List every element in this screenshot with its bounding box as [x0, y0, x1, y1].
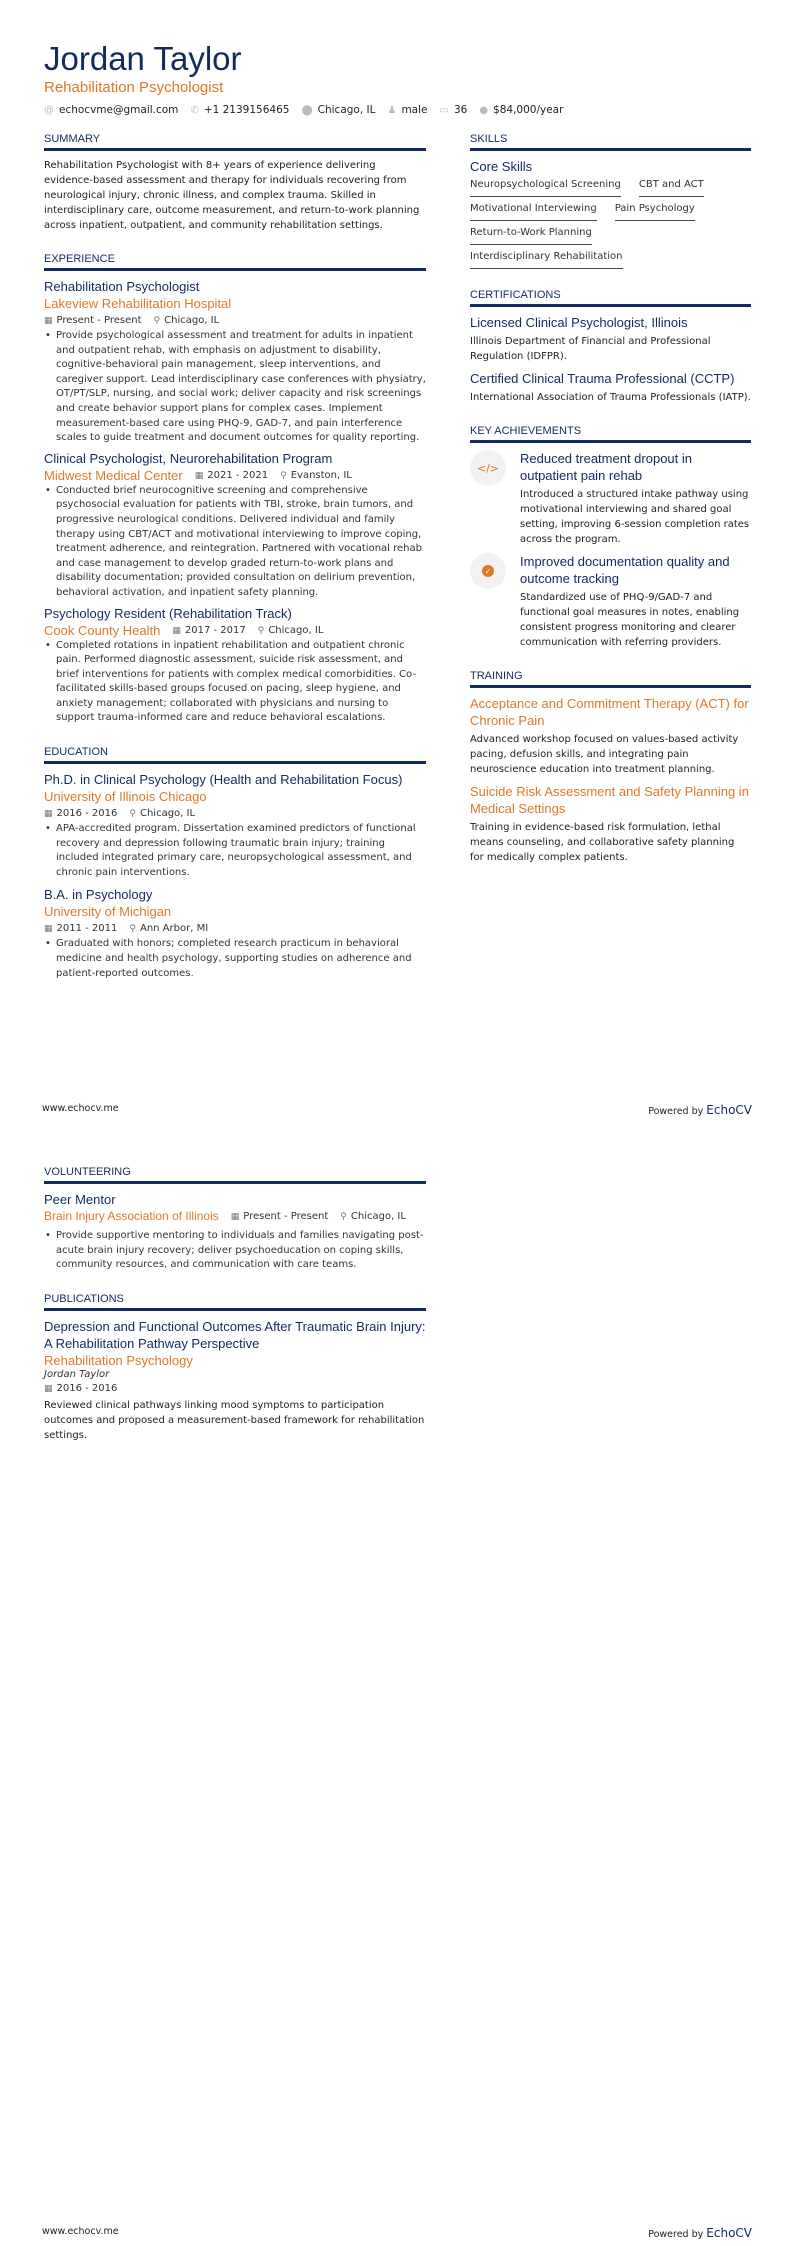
location [154, 315, 220, 326]
education-section [44, 746, 426, 981]
bullet: • Provide supportive mentoring to individuals and families navigating post-acute brain injury recovery; deliver psychoeducation on coping skills, community resources, and communication with care teams. [44, 1229, 426, 1273]
achievement-title: Reduced treatment dropout in outpatient pain rehab [520, 451, 692, 483]
training-section [470, 670, 751, 865]
check-circle-icon: ✓ [470, 553, 506, 589]
skills-section [470, 133, 751, 269]
dates-text: 2016 - 2016 [56, 808, 118, 820]
publication-title: Depression and Functional Outcomes After Traumatic Brain Injury: A Rehabilitation Pathway Perspective [44, 1318, 426, 1351]
company: Midwest Medical Center [44, 467, 183, 483]
dates-text: Present - Present [243, 1211, 329, 1222]
left-column [44, 1166, 426, 1463]
location-icon: ⚲ [340, 1212, 347, 1222]
contact-email [44, 104, 178, 116]
location-text: Chicago, IL [268, 624, 324, 636]
section-heading: PUBLICATIONS [44, 1293, 426, 1311]
location [129, 808, 195, 819]
degree: B.A. in Psychology [44, 887, 153, 903]
training-title: Suicide Risk Assessment and Safety Planning in Medical Settings [470, 784, 749, 816]
contact-age [439, 104, 467, 116]
organization: Brain Injury Association of Illinois [44, 1209, 219, 1223]
dates [172, 625, 245, 636]
section-heading: SKILLS [470, 133, 751, 151]
skill-tag: CBT and ACT [639, 179, 704, 197]
location [340, 1211, 406, 1222]
left-column [44, 133, 426, 1001]
location [258, 625, 324, 636]
location-icon: ⚲ [153, 316, 161, 326]
location [280, 470, 352, 481]
contact-phone [190, 104, 289, 116]
dates-text: Present - Present [56, 315, 142, 326]
experience-item [44, 278, 426, 446]
calendar-icon: ▦ [44, 316, 53, 326]
page-footer [42, 2226, 752, 2240]
experience-item [44, 450, 426, 601]
dates-text: 2011 - 2011 [56, 923, 118, 935]
achievement-item [470, 450, 751, 547]
money-icon: ● [479, 105, 489, 116]
achievement-text: Standardized use of PHQ-9/GAD-7 and functional goal measures in notes, enabling consistent progress monitoring and clearer communication with referring providers. [520, 592, 740, 648]
volunteering-section [44, 1166, 426, 1273]
section-heading: TRAINING [470, 670, 751, 688]
calendar-icon: ▦ [172, 625, 181, 636]
bullet: • APA-accredited program. Dissertation examined predictors of functional recovery and depression following traumatic brain injury; training included integrated primary care, neuropsychological assessment, and chronic pain interventions. [44, 822, 426, 880]
achievement-title: Improved documentation quality and outcome tracking [520, 554, 730, 586]
dates [44, 315, 142, 326]
achievement-item [470, 553, 751, 650]
calendar-icon: ▦ [230, 1212, 240, 1222]
contact-bar [44, 104, 563, 116]
footer-site-link[interactable]: www.echocv.me [42, 1103, 119, 1114]
calendar-icon: ▦ [194, 470, 204, 481]
training-title: Acceptance and Commitment Therapy (ACT) for Chronic Pain [470, 696, 749, 728]
skill-group-title: Core Skills [470, 159, 533, 174]
publication-text: Reviewed clinical pathways linking mood symptoms to participation outcomes and proposed a measurement-based framework for rehabilitation settings. [44, 1399, 425, 1441]
dates [44, 923, 117, 934]
bullet: • Provide psychological assessment and treatment for adults in inpatient and outpatient rehab, with emphasis on adjustment to disability, cognitive-behavioral pain management, sleep interventions, and caregiver support. Lead interdisciplinary case conferences with physiatry, OT/PT/SLP, nursing, and social work; deliver capacity and risk screenings and create behavior support plans for complex cases. Implement measurement-based care using PHQ-9, GAD-7, and pain interference scales to guide treatment and document outcomes for quality reporting. [44, 329, 426, 446]
right-column [470, 133, 751, 885]
location-icon: ⚲ [129, 924, 136, 935]
footer-site-link[interactable]: www.echocv.me [42, 2226, 119, 2237]
section-heading: KEY ACHIEVEMENTS [470, 425, 751, 443]
skill-tag: Motivational Interviewing [470, 203, 597, 221]
brand-logo: EchoCV [706, 1103, 752, 1117]
dates [195, 470, 268, 481]
publications-section [44, 1293, 426, 1443]
salary: $84,000/year [493, 104, 564, 116]
summary-text: Rehabilitation Psychologist with 8+ years of experience delivering evidence-based assessment and therapy for individuals recovering from neurological injury, chronic illness, and complex trauma. Skilled in interdisciplinary care, outcome measurement, and return-to-work planning across inpatient, outpatient, and community rehabilitation settings. [44, 160, 420, 231]
skill-tag: Interdisciplinary Rehabilitation [470, 251, 623, 269]
dates [231, 1211, 329, 1222]
section-heading: SUMMARY [44, 133, 426, 151]
calendar-icon: ▦ [44, 924, 53, 935]
dates [44, 808, 117, 819]
code-icon: </> [470, 450, 506, 486]
location-text: Chicago, IL [139, 808, 196, 820]
publication-author: Jordan Taylor [44, 1368, 110, 1380]
dates-text: 2016 - 2016 [56, 1382, 118, 1394]
bullet: • Completed rotations in inpatient rehabilitation and outpatient chronic pain. Performed diagnostic assessment, suicide risk assessment, and brief interventions for patients with complex medical comorbidities. Co-facilitated skills-based groups focused on pacing, sleep hygiene, and anxiety management; collaborated with physicians and nursing to support trauma-informed care and reduce behavioral escalations. [44, 639, 426, 727]
resume-header [44, 40, 563, 116]
gender: male [401, 104, 428, 116]
candidate-title: Rehabilitation Psychologist [44, 79, 224, 96]
job-role: Clinical Psychologist, Neurorehabilitation Program [44, 450, 333, 466]
location-icon: ⚲ [280, 470, 287, 481]
age: 36 [453, 104, 468, 116]
cert-issuer: International Association of Trauma Professionals (IATP). [470, 392, 751, 403]
location-icon: ⚲ [129, 809, 136, 820]
person-icon: ♟ [387, 105, 397, 116]
powered-by [648, 2226, 752, 2240]
achievement-text: Introduced a structured intake pathway using motivational interviewing and shared goal setting, improving 6-session completion rates across the program. [520, 489, 750, 545]
school: University of Michigan [44, 904, 172, 920]
volunteer-role: Peer Mentor [44, 1192, 116, 1207]
experience-item [44, 605, 426, 727]
powered-by [648, 1103, 752, 1117]
skill-tag: Pain Psychology [615, 203, 695, 221]
section-heading: VOLUNTEERING [44, 1166, 426, 1184]
experience-section [44, 253, 426, 726]
contact-salary [479, 104, 563, 116]
certifications-section [470, 289, 751, 405]
school: University of Illinois Chicago [44, 789, 207, 805]
powered-by-text: Powered by [648, 1106, 704, 1117]
cert-issuer: Illinois Department of Financial and Professional Regulation (IDFPR). [470, 336, 711, 362]
skill-tag: Return-to-Work Planning [470, 227, 592, 245]
location-text: Ann Arbor, MI [139, 923, 209, 935]
job-role: Psychology Resident (Rehabilitation Track) [44, 605, 292, 621]
job-role: Rehabilitation Psychologist [44, 279, 200, 294]
section-heading: CERTIFICATIONS [470, 289, 751, 307]
phone-icon: ✆ [190, 105, 199, 116]
training-text: Advanced workshop focused on values-based activity pacing, defusion skills, and integrating pain neuroscience education into treatment planning. [470, 734, 739, 775]
degree: Ph.D. in Clinical Psychology (Health and Rehabilitation Focus) [44, 772, 403, 788]
summary-section [44, 133, 426, 233]
skill-tag: Neuropsychological Screening [470, 179, 621, 197]
section-heading: EXPERIENCE [44, 253, 426, 271]
location [129, 923, 208, 934]
location: Chicago, IL [317, 104, 376, 116]
achievements-section [470, 425, 751, 650]
dates-text: 2017 - 2017 [184, 624, 246, 636]
powered-by-text: Powered by [648, 2229, 704, 2240]
dates-text: 2021 - 2021 [207, 469, 269, 481]
location-text: Chicago, IL [350, 1211, 406, 1222]
page-footer [42, 1103, 752, 1117]
bullet: • Conducted brief neurocognitive screening and comprehensive psychosocial evaluation for patients with TBI, stroke, brain tumors, and progressive neurological conditions. Delivered individual and family therapy using CBT/ACT and motivational interviewing to improve coping, treatment adherence, and reintegration. Partnered with vocational rehab and case management to develop graded return-to-work plans and disability documentation; provided consultation on delirium prevention, behavioral activation, and inpatient safety planning. [44, 484, 426, 601]
contact-gender [387, 104, 427, 116]
page-2 [0, 1123, 794, 2246]
phone: +1 2139156465 [203, 104, 290, 116]
education-item [44, 771, 426, 880]
company: Lakeview Rehabilitation Hospital [44, 296, 232, 311]
contact-location [301, 104, 375, 116]
location-icon: ⬤ [301, 105, 313, 116]
email: echocvme@gmail.com [59, 104, 179, 116]
candidate-name: Jordan Taylor [44, 40, 242, 77]
cert-name: Certified Clinical Trauma Professional (CCTP) [470, 371, 735, 386]
dates [44, 1383, 117, 1394]
location-icon: ⚲ [257, 625, 265, 636]
bullet: • Graduated with honors; completed research practicum in behavioral medicine and health psychology, supporting studies on adherence and patient-reported outcomes. [44, 937, 426, 981]
calendar-icon: ▦ [44, 1383, 53, 1394]
company: Cook County Health [44, 622, 161, 638]
education-item [44, 886, 426, 981]
calendar-icon: ▦ [44, 809, 53, 820]
location-text: Evanston, IL [290, 469, 352, 481]
section-heading: EDUCATION [44, 746, 426, 764]
calendar-icon: ▭ [439, 105, 449, 116]
at-icon: @ [44, 105, 54, 116]
brand-logo: EchoCV [706, 2226, 752, 2240]
location-text: Chicago, IL [164, 315, 220, 326]
publication-venue: Rehabilitation Psychology [44, 1352, 193, 1368]
cert-name: Licensed Clinical Psychologist, Illinois [470, 315, 688, 330]
training-text: Training in evidence-based risk formulation, lethal means counseling, and collaborative safety planning for medically complex patients. [470, 822, 735, 863]
